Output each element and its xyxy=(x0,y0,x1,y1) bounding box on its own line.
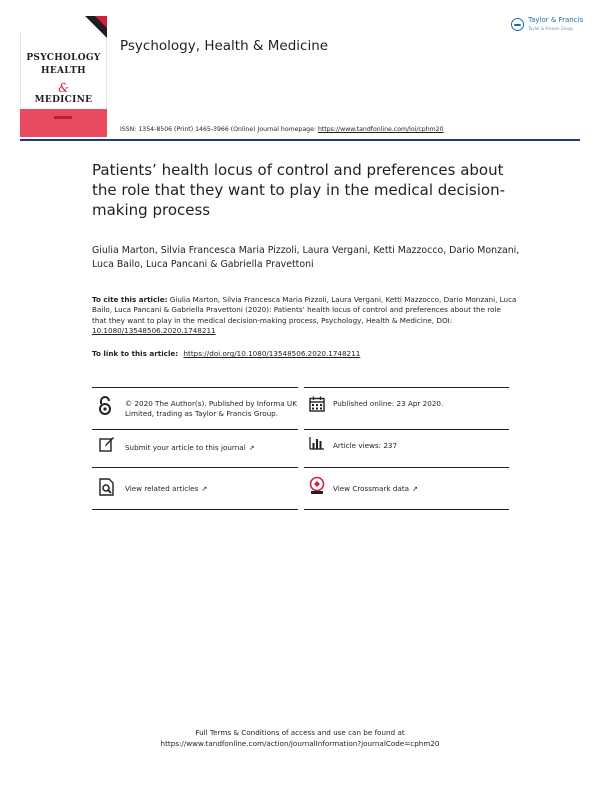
taylor-francis-logo xyxy=(511,16,583,36)
article-authors: Giulia Marton, Silvia Francesca Maria Pizzoli, Laura Vergani, Ketti Mazzocco, Dario Monzani, Luca Bailo, Luca Pancani & Gabriella Pravettoni xyxy=(92,245,520,270)
published-online-date: Published online: 23 Apr 2020. xyxy=(333,399,444,408)
link-label: To link to this article: xyxy=(92,349,179,358)
article-views: Article views: 237 xyxy=(333,441,398,450)
crossmark-link[interactable] xyxy=(333,484,503,495)
external-link-icon: ↗ xyxy=(201,485,208,493)
cover-title-medicine: MEDICINE xyxy=(34,95,93,105)
cover-red-band xyxy=(20,109,107,137)
crossmark-icon xyxy=(309,476,325,496)
open-access-icon xyxy=(98,396,112,416)
citation-text: Giulia Marton, Silvia Francesca Maria Pizzoli, Laura Vergani, Ketti Mazzocco, Dario Monzani, Luca Bailo, Luca Pancani & Gabriella Pravettoni (2020): Patients’ health locus of control and preferences about the role that they want to play in the medical decision-making process, Psychology, Health & Medicine, DOI: xyxy=(92,295,517,325)
cover-corner-accent xyxy=(95,16,107,28)
article-link-block xyxy=(92,349,517,358)
cover-publisher-mark xyxy=(54,116,72,119)
submit-article-icon xyxy=(99,436,115,452)
issn-text: ISSN: 1354-8506 (Print) 1465-3966 (Online) Journal homepage: xyxy=(120,126,316,133)
related-articles-link[interactable] xyxy=(125,484,300,495)
external-link-icon: ↗ xyxy=(412,485,418,493)
citation-label: To cite this article: xyxy=(92,295,168,304)
journal-cover-image xyxy=(20,16,107,137)
cover-title-ampersand: & xyxy=(58,81,69,95)
logo-circle-icon xyxy=(511,18,524,31)
related-articles-icon xyxy=(99,478,115,496)
open-access-statement: © 2020 The Author(s). Published by Informa UK Limited, trading as Taylor & Francis Group. xyxy=(125,399,297,418)
bar-chart-icon xyxy=(309,436,325,450)
info-grid-rule xyxy=(92,509,298,510)
calendar-icon xyxy=(309,396,325,412)
terms-footer xyxy=(0,727,600,749)
crossmark-label: View Crossmark data xyxy=(333,484,410,493)
external-link-icon: ↗ xyxy=(248,444,255,452)
info-grid-rule xyxy=(304,467,509,468)
issn-line xyxy=(120,126,444,133)
info-grid-rule xyxy=(304,387,509,388)
logo-sub-text: Taylor & Francis Group xyxy=(528,26,573,31)
journal-homepage-link[interactable]: https://www.tandfonline.com/loi/cphm20 xyxy=(317,126,444,133)
submit-article-label: Submit your article to this journal xyxy=(125,443,246,452)
info-grid-rule xyxy=(92,429,298,430)
cover-title-health: HEALTH xyxy=(41,66,86,76)
info-grid-rule xyxy=(92,467,298,468)
citation-block xyxy=(92,295,517,337)
footer-url[interactable]: https://www.tandfonline.com/action/journalInformation?journalCode=cphm20 xyxy=(160,739,440,748)
submit-article-link[interactable] xyxy=(125,443,300,454)
cover-title-psychology: PSYCHOLOGY xyxy=(26,53,101,63)
article-title: Patients’ health locus of control and preferences about the role that they want to play in the medical decision-making process xyxy=(92,161,505,219)
header-divider xyxy=(20,139,580,141)
info-grid-rule xyxy=(92,387,298,388)
doi-link[interactable]: 10.1080/13548506.2020.1748211 xyxy=(92,326,216,336)
related-articles-label: View related articles xyxy=(125,484,199,493)
footer-line-1: Full Terms & Conditions of access and use can be found at xyxy=(195,728,405,737)
article-url-link[interactable]: https://doi.org/10.1080/13548506.2020.1748211 xyxy=(183,349,361,358)
journal-title: Psychology, Health & Medicine xyxy=(120,38,329,54)
info-grid-rule xyxy=(304,509,509,510)
logo-brand-text: Taylor & Francis xyxy=(528,16,584,24)
info-grid-rule xyxy=(304,429,509,430)
